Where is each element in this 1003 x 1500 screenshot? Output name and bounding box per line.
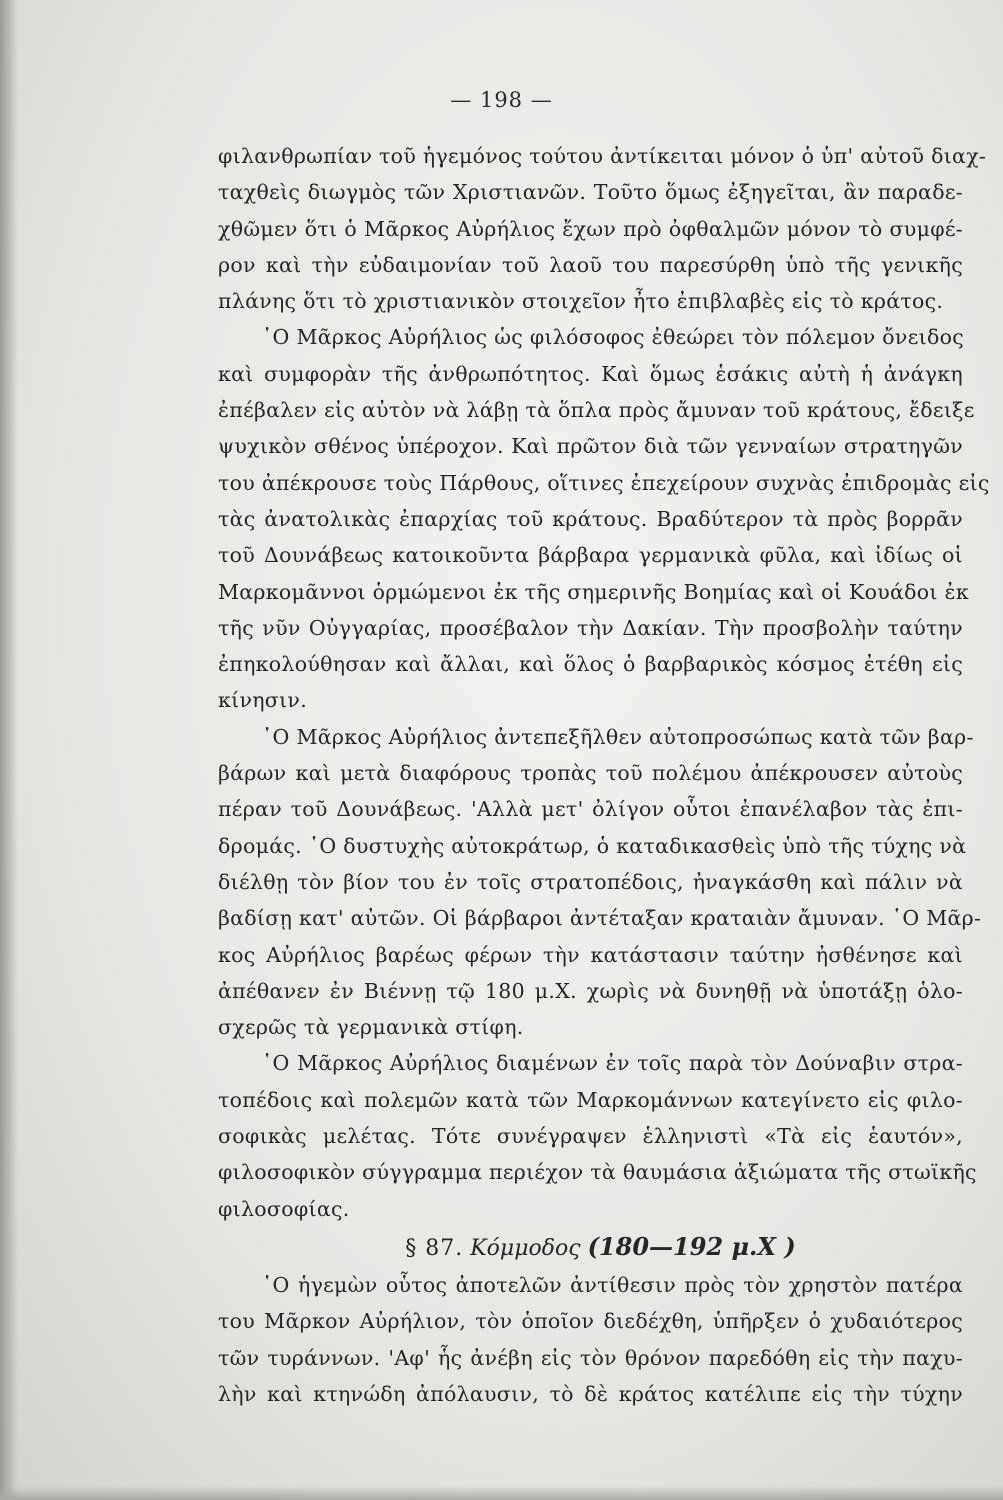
text-line: διέλθῃ τὸν βίον του ἐν τοῖς στρατοπέδοις, ἠναγκάσθη καὶ πάλιν νὰ bbox=[218, 869, 963, 894]
section-dates: (180—192 μ.Χ ) bbox=[587, 1231, 796, 1261]
paragraph-2 bbox=[218, 319, 990, 718]
text-line: ῾Ο Μᾶρκος Αὐρήλιος ὡς φιλόσοφος ἐθεώρει τὸν πόλεμον ὄνειδος bbox=[262, 325, 965, 350]
text-line: κος Αὐρήλιος βαρέως φέρων τὴν κατάστασιν ταύτην ἠσθένησε καὶ bbox=[218, 942, 963, 967]
paragraph-3 bbox=[218, 719, 982, 1046]
section-heading bbox=[218, 1227, 963, 1267]
text-line: ψυχικὸν σθένος ὑπέροχον. Καὶ πρῶτον διὰ τῶν γενναίων στρατηγῶν bbox=[218, 434, 963, 459]
paragraph-5 bbox=[218, 1267, 963, 1412]
text-line: κίνησιν. bbox=[218, 688, 308, 713]
text-line: ρον καὶ τὴν εὐδαιμονίαν τοῦ λαοῦ του παρεσύρθη ὑπὸ τῆς γενικῆς bbox=[218, 252, 963, 277]
page-bottom-shadow bbox=[0, 1486, 1003, 1500]
text-line: βαδίσῃ κατ' αὐτῶν. Οἱ βάρβαροι ἀντέταξαν κραταιὰν ἄμυναν. ῾Ο Μᾶρ- bbox=[218, 906, 982, 931]
text-line: σχερῶς τὰ γερμανικὰ στίφη. bbox=[218, 1015, 524, 1040]
body-text bbox=[218, 138, 990, 1412]
text-line: του ἀπέκρουσε τοὺς Πάρθους, οἵτινες ἐπεχείρουν συχνὰς ἐπιδρομὰς εἰς bbox=[218, 470, 990, 495]
text-line: ἐπέβαλεν εἰς αὐτὸν νὰ λάβῃ τὰ ὅπλα πρὸς ἄμυναν τοῦ κράτους, ἔδειξε bbox=[218, 398, 975, 423]
text-line: τοῦ Δουνάβεως κατοικοῦντα βάρβαρα γερμανικὰ φῦλα, καὶ ἰδίως οἱ bbox=[218, 543, 963, 568]
text-line: βάρων καὶ μετὰ διαφόρους τροπὰς τοῦ πολέμου ἀπέκρουσεν αὐτοὺς bbox=[218, 761, 963, 786]
text-line: χθῶμεν ὅτι ὁ Μᾶρκος Αὐρήλιος ἔχων πρὸ ὀφθαλμῶν μόνον τὸ συμφέ- bbox=[218, 216, 963, 241]
text-line: καὶ συμφορὰν τῆς ἀνθρωπότητος. Καὶ ὅμως ἑσάκις αὐτὴ ἡ ἀνάγκη bbox=[218, 361, 963, 386]
text-line: του Μᾶρκον Αὐρήλιον, τὸν ὁποῖον διεδέχθη, ὑπῆρξεν ὁ χυδαιότερος bbox=[218, 1309, 963, 1334]
text-line: ῾Ο Μᾶρκος Αὐρήλιος διαμένων ἐν τοῖς παρὰ τὸν Δούναβιν στρα- bbox=[262, 1051, 963, 1076]
text-line: φιλοσοφικὸν σύγγραμμα περιέχον τὰ θαυμάσια ἀξιώματα τῆς στωϊκῆς bbox=[218, 1160, 977, 1185]
text-line: τοπέδοις καὶ πολεμῶν κατὰ τῶν Μαρκομάννων κατεγίνετο εἰς φιλο- bbox=[218, 1087, 963, 1112]
page-number: — 198 — bbox=[450, 88, 553, 112]
text-line: σοφικὰς μελέτας. Τότε συνέγραψεν ἑλληνιστὶ «Τὰ εἰς ἑαυτόν», bbox=[218, 1124, 963, 1149]
section-title: Κόμμοδος bbox=[470, 1235, 581, 1261]
text-line: τῆς νῦν Οὐγγαρίας, προσέβαλον τὴν Δακίαν. Τὴν προσβολὴν ταύτην bbox=[218, 615, 963, 640]
text-line: ἀπέθανεν ἐν Βιέννῃ τῷ 180 μ.Χ. χωρὶς νὰ δυνηθῇ νὰ ὑποτάξῃ ὁλο- bbox=[218, 978, 963, 1003]
section-number: § 87. bbox=[405, 1235, 464, 1261]
text-line: πλάνης ὅτι τὸ χριστιανικὸν στοιχεῖον ἦτο ἐπιβλαβὲς εἰς τὸ κράτος. bbox=[218, 289, 944, 314]
text-line: τὰς ἀνατολικὰς ἐπαρχίας τοῦ κράτους. Βραδύτερον τὰ πρὸς βορρᾶν bbox=[218, 506, 963, 531]
paragraph-4 bbox=[218, 1045, 977, 1226]
text-line: ῾Ο Μᾶρκος Αὐρήλιος ἀντεπεξῆλθεν αὐτοπροσώπως κατὰ τῶν βαρ- bbox=[262, 724, 974, 749]
text-line: δρομάς. ῾Ο δυστυχὴς αὐτοκράτωρ, ὁ καταδικασθεὶς ὑπὸ τῆς τύχης νὰ bbox=[218, 833, 967, 858]
text-line: φιλανθρωπίαν τοῦ ἡγεμόνος τούτου ἀντίκειται μόνον ὁ ὑπ' αὐτοῦ διαχ- bbox=[218, 144, 987, 168]
text-line: τῶν τυράννων. 'Αφ' ἧς ἀνέβη εἰς τὸν θρόνον παρεδόθη εἰς τὴν παχυ- bbox=[218, 1345, 963, 1370]
text-line: Μαρκομᾶννοι ὁρμώμενοι ἐκ τῆς σημερινῆς Βοημίας καὶ οἱ Κουάδοι ἐκ bbox=[218, 579, 969, 604]
text-line: ταχθεὶς διωγμὸς τῶν Χριστιανῶν. Τοῦτο ὅμως ἐξηγεῖται, ἂν παραδε- bbox=[218, 180, 963, 205]
text-line: ῾Ο ἡγεμὼν οὗτος ἀποτελῶν ἀντίθεσιν πρὸς τὸν χρηστὸν πατέρα bbox=[262, 1272, 963, 1297]
paragraph-1 bbox=[218, 138, 987, 319]
text-line: ἐπηκολούθησαν καὶ ἄλλαι, καὶ ὅλος ὁ βαρβαρικὸς κόσμος ἐτέθη εἰς bbox=[218, 652, 963, 677]
text-line: λὴν καὶ κτηνώδη ἀπόλαυσιν, τὸ δὲ κράτος κατέλιπε εἰς τὴν τύχην bbox=[218, 1381, 963, 1406]
text-line: φιλοσοφίας. bbox=[218, 1196, 350, 1221]
page-edge-shadow bbox=[0, 0, 18, 1500]
text-line: πέραν τοῦ Δουνάβεως. 'Αλλὰ μετ' ὀλίγον οὗτοι ἐπανέλαβον τὰς ἐπι- bbox=[218, 797, 963, 822]
